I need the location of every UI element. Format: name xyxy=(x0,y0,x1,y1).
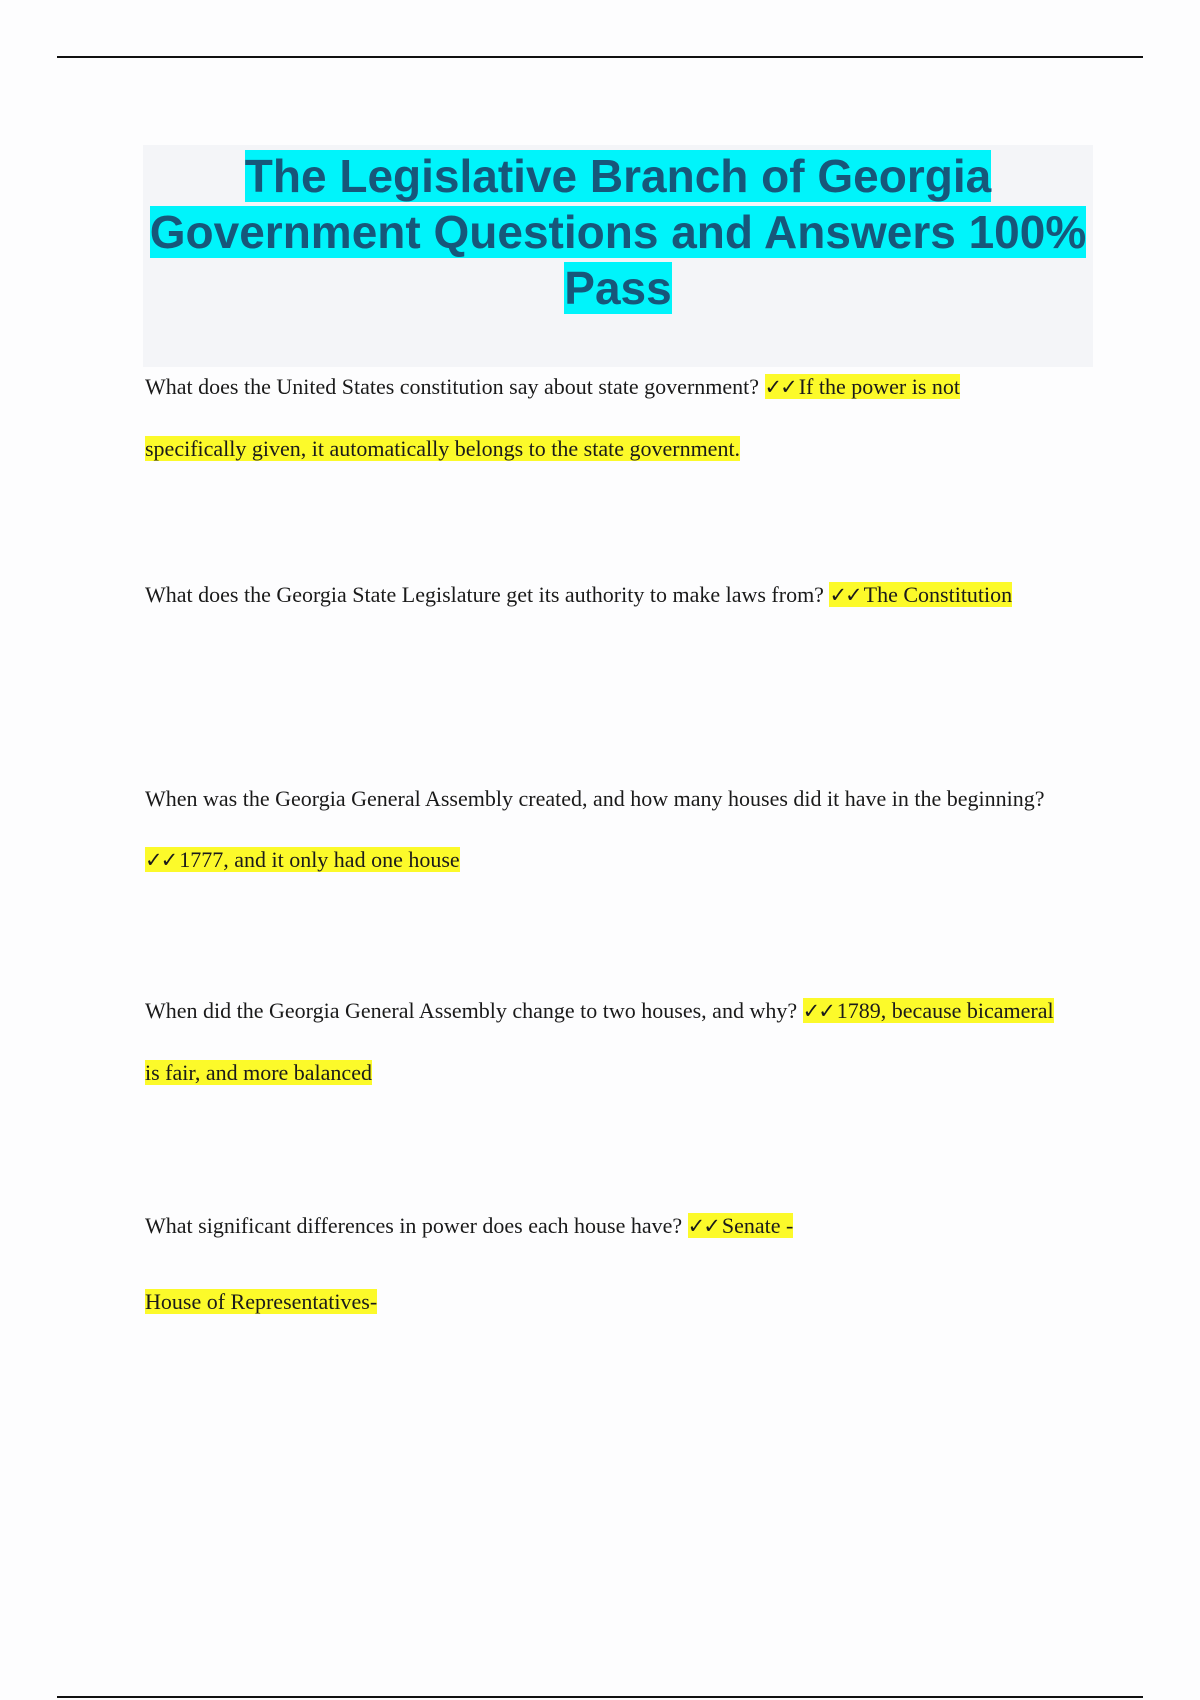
answer-text: Senate - xyxy=(721,1213,794,1238)
answer-highlight xyxy=(829,582,1012,607)
page-title xyxy=(143,145,1093,316)
answer-line-2 xyxy=(145,1264,1065,1340)
answer-text: 1789, because bicameral is fair, and more balanced xyxy=(145,998,1054,1085)
top-rule xyxy=(57,56,1143,58)
question-text: When was the Georgia General Assembly created, and how many houses did it have in the beginning? xyxy=(145,786,1045,811)
double-check-icon: ✓✓ xyxy=(802,999,834,1023)
question-text: What does the United States constitution say about state government? xyxy=(145,374,760,399)
title-banner xyxy=(143,145,1093,367)
question-text: When did the Georgia General Assembly change to two houses, and why? xyxy=(145,998,798,1023)
double-check-icon: ✓✓ xyxy=(145,848,177,872)
answer-highlight xyxy=(688,1213,794,1238)
answer-text-line2: House of Representatives- xyxy=(145,1289,378,1314)
qa-item-2 xyxy=(145,564,1065,626)
double-check-icon: ✓✓ xyxy=(687,1214,719,1238)
answer-text: If the power is not specifically given, it automatically belongs to the state government. xyxy=(145,374,961,461)
answer-text: The Constitution xyxy=(863,582,1013,607)
qa-item-4 xyxy=(145,980,1065,1103)
qa-item-3 xyxy=(145,768,1065,891)
page-title-text: The Legislative Branch of Georgia Government Questions and Answers 100% Pass xyxy=(149,150,1087,314)
double-check-icon: ✓✓ xyxy=(764,375,796,399)
double-check-icon: ✓✓ xyxy=(829,583,861,607)
qa-item-1 xyxy=(145,356,1065,479)
answer-highlight xyxy=(145,847,460,872)
qa-item-5 xyxy=(145,1188,1065,1340)
answer-text: 1777, and it only had one house xyxy=(179,847,460,872)
bottom-rule xyxy=(57,1696,1143,1698)
question-text: What does the Georgia State Legislature get its authority to make laws from? xyxy=(145,582,824,607)
question-text: What significant differences in power does each house have? xyxy=(145,1213,683,1238)
